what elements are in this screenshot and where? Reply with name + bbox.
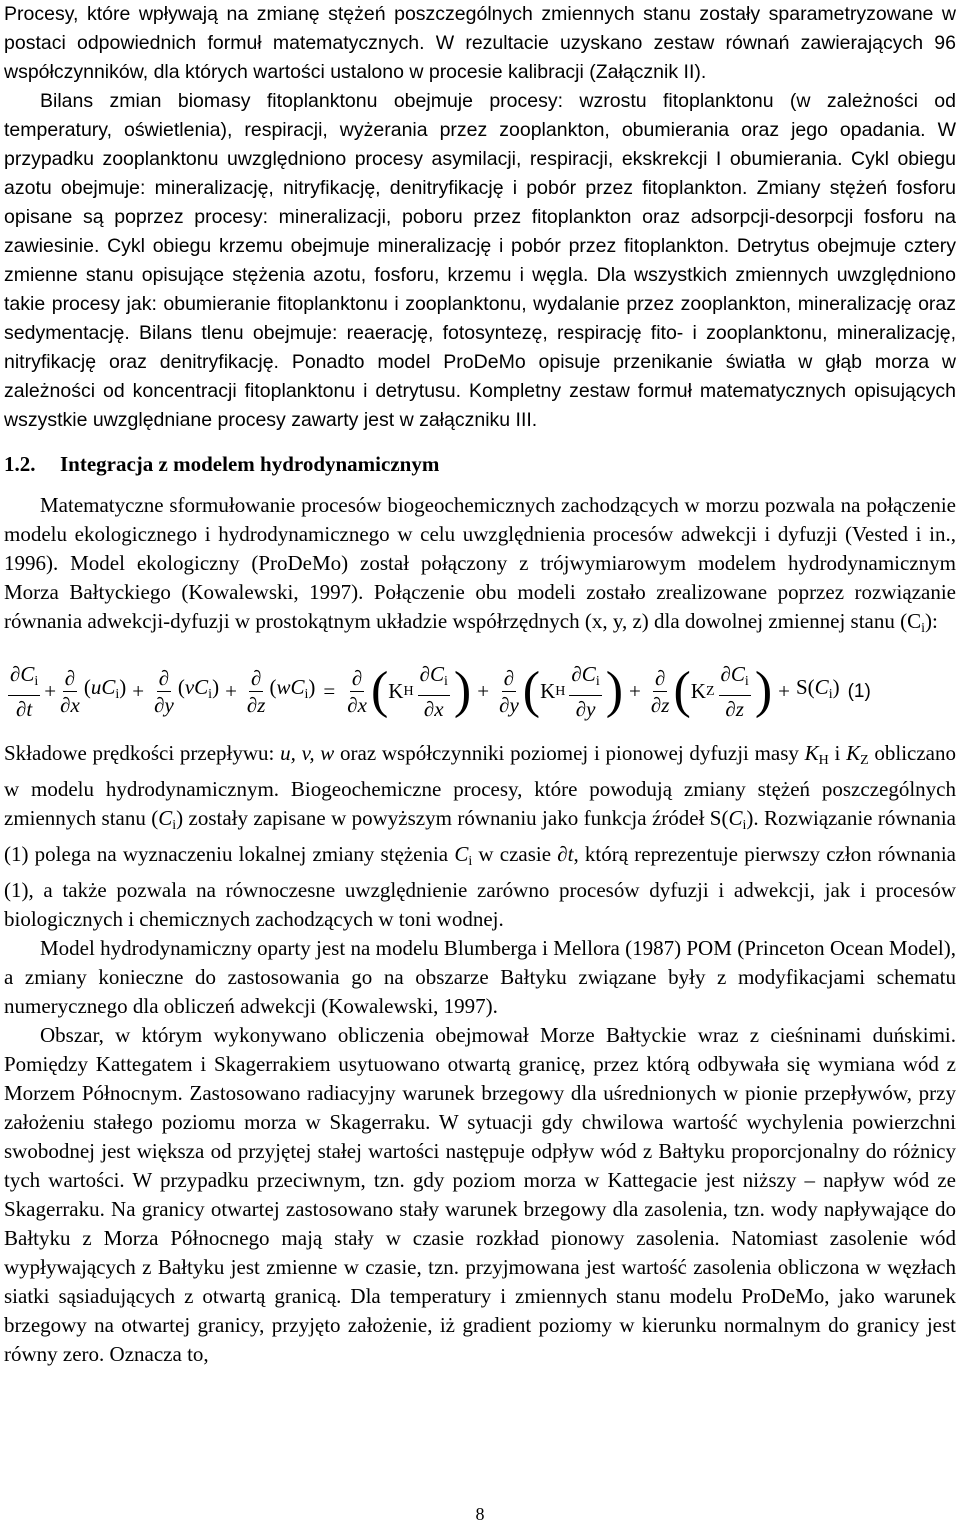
advection-diffusion-equation: $\frac{\partial C_i}{\partial t}$ + $\frac{\partial}{\partial x}$ $(uC_i)$ + $\frac{\partial}{\partial y}$ $(vC_i)$ + $\frac{\partial}{\partial z}$ $(wC_i)$ = $\frac{\partial}{\partial x}$ ( K H $\frac{\partial C_i}{\partial x}$ ) + $\frac{\partial}{\partial y}$ ( K H $\frac{\partial C_i}{\partial y}$ ) + $\frac{\partial}{\partial z}$ ( K Z $\frac{\partial C_i}{\partial z}$ ) + $S(C_i)$ (1) (10, 661, 871, 721)
section-heading (4, 450, 956, 479)
eq-term-x-adv: $\frac{\partial}{\partial x}$ (60, 665, 80, 717)
eq-plus-6: + (778, 678, 790, 703)
page-number: 8 (475, 1504, 485, 1524)
eq-term-z-adv: $\frac{\partial}{\partial z}$ (246, 665, 266, 717)
equation-number: (1) (847, 680, 871, 702)
paragraph-domain: Obszar, w którym wykonywano obliczenia obejmował Morze Bałtyckie wraz z cieśninami duńskimi. Pomiędzy Kattegatem i Skagerrakiem usytuowano otwartą granicę, przez którą odbywała się wymiana wód z Morzem Północnym. Zastosowano radiacyjny warunek brzegowy dla uśrednionych w pionie przepływów, przy założeniu stałego poziomu morza w Skagerraku. W sytuacji gdy chwilowa wartość wychylenia powierzchni swobodnej jest większa od przyjętej stałej wartości następuje odpływ wód z Bałtyku proporcjonalny do różnicy tych wartości. W przypadku przeciwnym, tzn. gdy poziom morza w Kattegacie jest niższy – napływ wód ze Skagerraku. Na granicy otwartej zastosowano stały warunek brzegowy dla zasolenia, tzn. wody napływające do Bałtyku z Morza Północnego mają stały w czasie rozkład pionowy zasolenia. Natomiast zasolenie wód wypływających z Bałtyku jest zmienne w czasie, tzn. przyjmowana jest wartość zasolenia obliczona w węzłach siatki sąsiadujących z otwartą granicą. Dla temperatury i zmiennych stanu modelu ProDeMo, jako warunek brzegowy na otwartej granicy, przyjęto założenie, iż gradient poziomy w kierunku normalnym do granicy jest równy zero. Oznacza to, (4, 1023, 956, 1366)
eq-term-y-diff-inner: $\frac{\partial C_i}{\partial y}$ (571, 661, 600, 721)
eq-w-flux: $(wC_i)$ (269, 675, 316, 702)
eq-u-flux: $(uC_i)$ (83, 675, 127, 702)
eq-v-flux: $(vC_i)$ (177, 675, 220, 702)
document-page (4, 0, 956, 1369)
eq-term-y-adv: $\frac{\partial}{\partial y}$ (154, 665, 174, 717)
intro-line-1: Procesy, które wpływają na zmianę stężeń poszczególnych zmiennych stanu zostały (4, 3, 761, 25)
eq-plus-2: + (132, 678, 145, 703)
eq-term-y-diff-outer: $\frac{\partial}{\partial y}$ (499, 665, 519, 717)
eq-plus-5: + (629, 678, 641, 703)
intro-line-3: zestaw równań zawierających 96 współczynników, dla których wartości ustalono w procesie (4, 32, 956, 83)
intro-line-4: kalibracji (Załącznik II). (507, 61, 707, 83)
eq-kh-2: K (540, 678, 556, 703)
integration-text: Matematyczne sformułowanie procesów biogeochemicznych zachodzących w morzu pozwala na połączenie modelu ekologicznego i hydrodynamicznego w celu uwzględnienia procesów adwekcji i dyfuzji (Vested i in., 1996). Model ekologiczny (ProDeMo) został połączony z trójwymiarowym modelem hydrodynamicznym Morza Bałtyckiego (Kowalewski, 1997). Połączenie obu modeli zostało zrealizowane poprzez rozwiązanie równania adwekcji-dyfuzji w prostokątnym układzie współrzędnych (x, y, z) dla dowolnej zmiennej stanu (C (4, 493, 956, 633)
eq-bracket-open-2: ( (522, 662, 541, 719)
integration-ci-sub: i (921, 621, 926, 636)
paragraph-velocity-components: Składowe prędkości przepływu: u, v, w oraz współczynniki poziomej i pionowej dyfuzji masy $K_H$ i $K_Z$ obliczano w modelu hydrodynamicznym. Biogeochemiczne procesy, które powodują zmiany stężeń poszczególnych zmiennych stanu $(C_i)$ zostały zapisane w powyższym równaniu jako funkcja źródeł $S(C_i)$. Rozwiązanie równania (1) polega na wyznaczeniu lokalnej zmiany stężenia $C_i$ w czasie ∂t, którą reprezentuje pierwszy człon równania (1), a także pozwala na równoczesne uwzględnienie zarówno procesów dyfuzji i adwekcji, jak i procesów biologicznych i chemicznych zachodzących w toni wodnej. (4, 741, 956, 931)
eq-term-x-diff-outer: $\frac{\partial}{\partial x}$ (347, 665, 367, 717)
paragraph-hydrodynamic-model: Model hydrodynamiczny oparty jest na modelu Blumberga i Mellora (1987) POM (Princeton Ocean Model), a zmiany konieczne do zastosowania go na obszarze Bałtyku związane były z modyfikacjami schematu numerycznego dla obliczeń adwekcji (Kowalewski, 1997). (4, 936, 956, 1018)
paragraph-intro (4, 0, 956, 87)
eq-source-term: $S(C_i)$ (795, 675, 840, 702)
eq-bracket-close-1: ) (453, 662, 472, 719)
section-title: Integracja z modelem hydrodynamicznym (60, 452, 440, 476)
eq-term-x-diff-inner: $\frac{\partial C_i}{\partial x}$ (419, 661, 448, 721)
eq-bracket-open-1: ( (370, 662, 389, 719)
section-number: 1.2. (4, 452, 36, 476)
eq-kh-1: K (388, 678, 404, 703)
eq-plus-3: + (225, 678, 237, 703)
eq-bracket-close-2: ) (605, 662, 624, 719)
eq-bracket-close-3: ) (754, 662, 773, 719)
eq-kz: K (690, 678, 706, 703)
eq-term-z-diff-outer: $\frac{\partial}{\partial z}$ (650, 665, 670, 717)
eq-term-z-diff-inner: $\frac{\partial C_i}{\partial z}$ (720, 661, 749, 721)
intro-line-2: sparametryzowane w postaci odpowiednich formuł matematycznych. W rezultacie uzyskano (4, 3, 957, 54)
eq-term-time: $\frac{\partial C_i}{\partial t}$ (10, 661, 39, 721)
paragraph-integration (4, 491, 956, 643)
eq-bracket-open-3: ( (673, 662, 691, 719)
eq-equals: = (323, 678, 336, 703)
integration-text-end: ): (925, 609, 938, 633)
eq-plus-1: + (44, 678, 57, 703)
eq-plus-4: + (477, 678, 490, 703)
paragraph-processes: Bilans zmian biomasy fitoplanktonu obejmuje procesy: wzrostu fitoplanktonu (w zależności od temperatury, oświetlenia), respiracji, wyżerania przez zooplankton, obumierania oraz jego opadania. W przypadku zooplanktonu uwzględniono procesy asymilacji, respiracji, ekskrekcji I obumierania. Cykl obiegu azotu obejmuje: mineralizację, nitryfikację, denitryfikację i pobór przez fitoplankton. Zmiany stężeń fosforu opisane są poprzez procesy: mineralizacji, poboru przez fitoplankton oraz adsorpcji-desorpcji fosforu na zawiesinie. Cykl obiegu krzemu obejmuje mineralizację i pobór przez fitoplankton. Detrytus obejmuje cztery zmienne stanu opisujące stężenia azotu, fosforu, krzemu i węgla. Dla wszystkich zmiennych uwzględniono takie procesy jak: obumieranie fitoplanktonu i zooplanktonu, wydalanie przez zooplankton, mineralizację oraz sedymentację. Bilans tlenu obejmuje: reaerację, fotosyntezę, respirację fito- i zooplanktonu, mineralizację, nitryfikację oraz denitryfikację. Ponadto model ProDeMo opisuje przenikanie światła w głąb morza w zależności od koncentracji fitoplanktonu i detrytusu. Kompletny zestaw formuł matematycznych opisujących wszystkie uwzględniane procesy zawarty jest w załączniku III. (4, 90, 956, 431)
